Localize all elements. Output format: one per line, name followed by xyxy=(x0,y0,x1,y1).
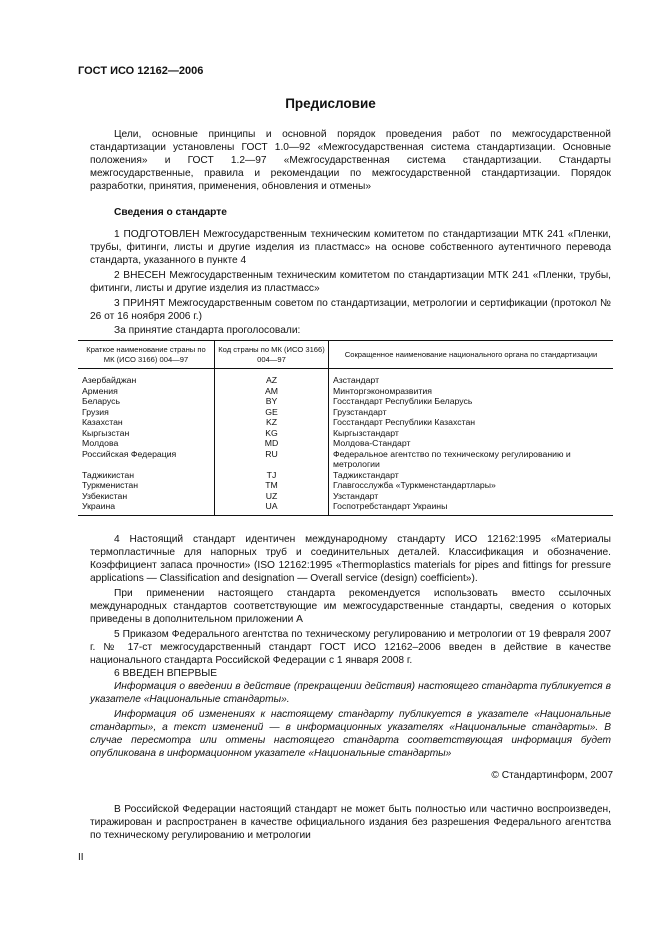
table-row xyxy=(78,386,613,397)
item-5: 5 Приказом Федерального агентства по техническому регулированию и метрологии от 19 февраля 2007 г. № 17-ст межгосударственный стандарт ГОСТ ИСО 12162–2006 введен в действие в качестве национального стандарта Российской Федерации с 1 января 2008 г. xyxy=(90,629,611,666)
table-cell-code: UA xyxy=(215,501,329,515)
table-cell-country: Туркменистан xyxy=(82,480,139,490)
table-cell-country: Узбекистан xyxy=(82,490,128,501)
table-row xyxy=(78,396,613,407)
table-cell-body: Госстандарт Республики Беларусь xyxy=(329,396,614,407)
table-row xyxy=(78,438,613,449)
item-1: 1 ПОДГОТОВЛЕН Межгосударственным техническим комитетом по стандартизации МТК 241 «Пленки, трубы, фитинги, листы и другие изделия из пластмасс» на основе собственного аутентичного перевода стандарта, указанного в пункте 4 xyxy=(90,229,611,266)
table-cell-body: Грузстандарт xyxy=(329,407,614,418)
subheading: Сведения о стандарте xyxy=(114,207,227,218)
table-row xyxy=(78,501,613,515)
item-3: 3 ПРИНЯТ Межгосударственным советом по стандартизации, метрологии и сертификации (протокол № 26 от 16 ноября 2006 г.) xyxy=(90,298,611,322)
table-cell-body: Минторгэкономразвития xyxy=(329,386,614,397)
table-row xyxy=(78,369,613,386)
table-cell-code: KZ xyxy=(215,417,329,428)
table-cell-body: Таджикстандарт xyxy=(329,470,614,481)
table-cell-code: AM xyxy=(215,386,329,397)
table-cell-code: AZ xyxy=(215,369,329,386)
table-cell-code: GE xyxy=(215,407,329,418)
table-row xyxy=(78,470,613,481)
table-cell-body: Кыргызстандарт xyxy=(329,428,614,439)
table-cell-country: Российская Федерация xyxy=(82,448,177,459)
page-title: Предисловие xyxy=(285,96,376,111)
items-block xyxy=(90,533,611,760)
table-cell-code: KG xyxy=(215,428,329,439)
table-cell-body: Молдова-Стандарт xyxy=(329,438,614,449)
table-row xyxy=(78,480,613,491)
table-cell-code: RU xyxy=(215,449,329,470)
header-body: Сокращенное наименование национального органа по стандартизации xyxy=(329,341,614,369)
item-6: 6 ВВЕДЕН ВПЕРВЫЕ xyxy=(114,668,218,679)
table-cell-code: UZ xyxy=(215,491,329,502)
item-2: 2 ВНЕСЕН Межгосударственным техническим комитетом по стандартизации МТК 241 «Пленки, трубы, фитинги, листы и другие изделия из пластмасс» xyxy=(90,270,611,294)
info-italic-2: Информация об изменениях к настоящему стандарту публикуется в указателе «Национальные стандарты», а текст изменений — в информационных указателях «Национальные стандарты». В случае пересмотра или отмены настоящего стандарта соответствующая информация будет опубликована в информационном указателе «Национальные стандарты» xyxy=(90,709,611,759)
standard-info-block xyxy=(90,206,611,337)
header-code: Код страны по МК (ИСО 3166) 004—97 xyxy=(215,341,329,369)
table-cell-country: Армения xyxy=(82,385,118,396)
final-block xyxy=(90,803,611,842)
voting-table xyxy=(78,340,613,516)
table-cell-body: Госстандарт Республики Казахстан xyxy=(329,417,614,428)
table-cell-country: Грузия xyxy=(82,406,109,417)
item-4: 4 Настоящий стандарт идентичен международному стандарту ИСО 12162:1995 «Материалы термопластичные для напорных труб и соединительных деталей. Классификация и обозначение. Коэффициент запаса прочности» (ISO 12162:1995 «Thermoplastics materials for pipes and fittings for pressure applications — Classification and designation — Overall service (design) coefficient»). xyxy=(90,534,611,584)
table-cell-country: Казахстан xyxy=(82,417,123,427)
table-cell-code: TM xyxy=(215,480,329,491)
intro-block xyxy=(90,128,611,193)
table-row xyxy=(78,428,613,439)
table-cell-country: Украина xyxy=(78,501,215,515)
header-country: Краткое наименование страны по МК (ИСО 3166) 004—97 xyxy=(78,341,215,369)
table-cell-country: Таджикистан xyxy=(82,469,134,480)
item-4b: При применении настоящего стандарта рекомендуется использовать вместо ссылочных международных стандартов соответствующие им межгосударственные стандарты, сведения о которых приведены в дополнительном приложении А xyxy=(90,588,611,625)
intro-paragraph: Цели, основные принципы и основной порядок проведения работ по межгосударственной стандартизации установлены ГОСТ 1.0—92 «Межгосударственная система стандартизации. Основные положения» и ГОСТ 1.2—97 «Межгосударственная система стандартизации. Стандарты межгосударственные, правила и рекомендации по межгосударственной стандартизации. Порядок разработки, принятия, применения, обновления и отмены» xyxy=(90,129,611,192)
table-header-row xyxy=(78,341,613,369)
table-cell-body: Госпотребстандарт Украины xyxy=(329,501,614,515)
page-number: II xyxy=(78,852,84,863)
table-cell-body: Азстандарт xyxy=(329,369,614,386)
table-cell-country: Молдова xyxy=(82,438,119,448)
table-cell-code: BY xyxy=(215,396,329,407)
table-cell-country: Кыргызстан xyxy=(82,427,130,438)
table-cell-country: Беларусь xyxy=(82,396,120,406)
copyright: © Стандартинформ, 2007 xyxy=(491,770,613,781)
document-header: ГОСТ ИСО 12162—2006 xyxy=(78,65,204,77)
table-row xyxy=(78,491,613,502)
table-row xyxy=(78,407,613,418)
table-cell-body: Узстандарт xyxy=(329,491,614,502)
table-row xyxy=(78,449,613,470)
vote-line: За принятие стандарта проголосовали: xyxy=(114,325,301,336)
table-cell-body: Главгосслужба «Туркменстандартлары» xyxy=(329,480,614,491)
table-cell-code: TJ xyxy=(215,470,329,481)
final-paragraph: В Российской Федерации настоящий стандарт не может быть полностью или частично воспроизведен, тиражирован и распространен в качестве официального издания без разрешения Федерального агентства по техническому регулированию и метрологии xyxy=(90,804,611,841)
table-cell-country: Азербайджан xyxy=(82,375,137,385)
table-row xyxy=(78,417,613,428)
table-cell-code: MD xyxy=(215,438,329,449)
table-cell-body: Федеральное агентство по техническому регулированию и метрологии xyxy=(329,449,614,470)
info-italic-1: Информация о введении в действие (прекращении действия) настоящего стандарта публикуется в указателе «Национальные стандарты». xyxy=(90,681,611,705)
